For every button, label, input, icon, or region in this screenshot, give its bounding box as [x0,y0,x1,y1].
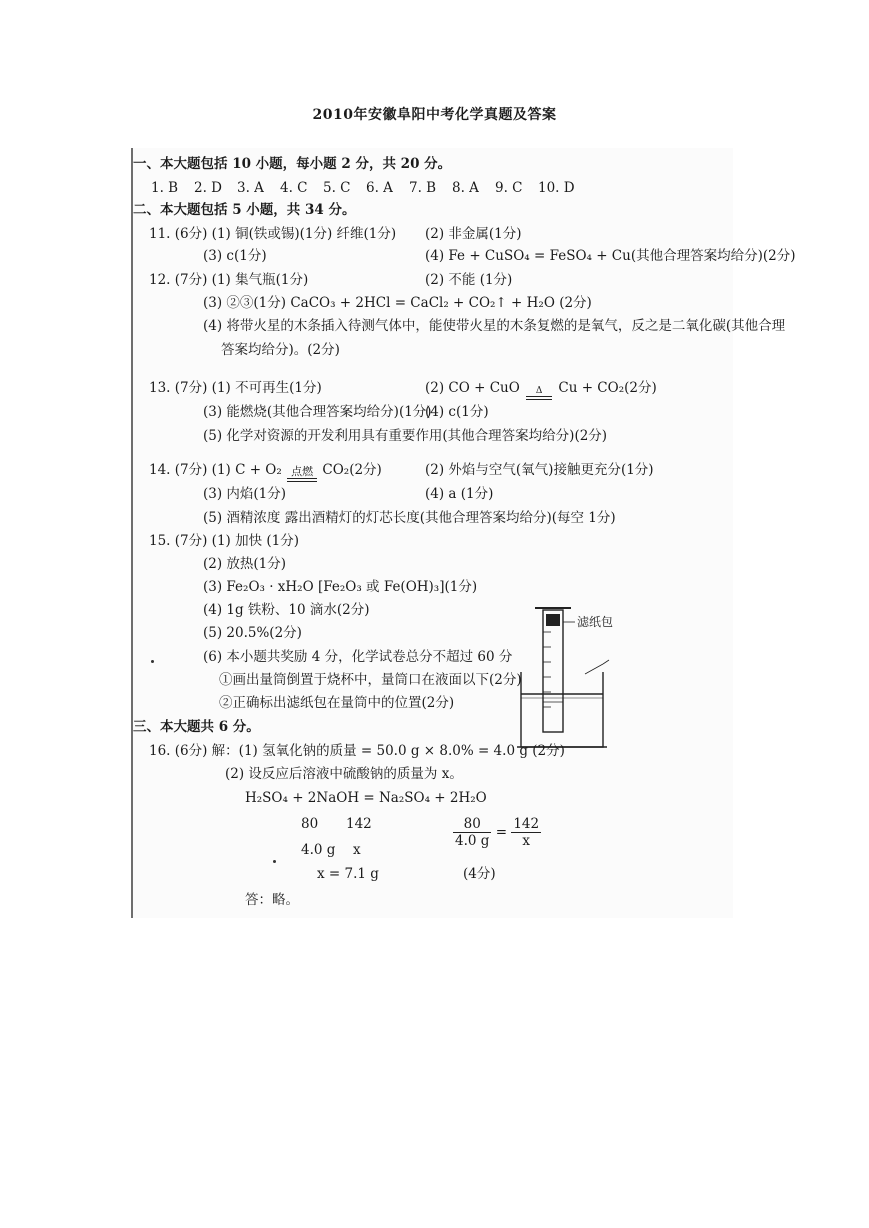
q14-part2: (2) 外焰与空气(氧气)接触更充分(1分) [425,462,654,478]
mcq-answer: 3. A [237,180,264,196]
q11-line1: 11. (6分) (1) 铜(铁或锡)(1分) 纤维(1分) [149,226,397,242]
q13-eq-right: Cu + CO₂(2分) [558,380,657,396]
q16-proportion [453,816,541,849]
q12-part4-cont: 答案均给分)。(2分) [221,342,340,358]
mcq-answer: 8. A [452,180,479,196]
q11-part2: (2) 非金属(1分) [425,226,522,242]
mcq-answer: 5. C [323,180,351,196]
q16-line1: 16. (6分) 解：(1) 氢氧化钠的质量 = 50.0 g × 8.0% = 4.0 g (2分) [149,743,565,759]
equals-sign [287,478,317,482]
document-title: 2010年安徽阜阳中考化学真题及答案 [312,107,557,123]
q16-molar-mass-na2so4: 142 [346,816,372,832]
q15-part6-item2: ②正确标出滤纸包在量筒中的位置(2分) [219,695,455,711]
q13-eq-left: (2) CO + CuO [425,380,520,396]
mcq-answer: 1. B [151,180,179,196]
q14-part5: (5) 酒精浓度 露出酒精灯的灯芯长度(其他合理答案均给分)(每空 1分) [203,510,616,526]
equals-sign [526,396,552,400]
q13-line1: 13. (7分) (1) 不可再生(1分) [149,380,322,396]
heat-condition [526,386,552,400]
mcq-answers [151,176,581,200]
mcq-answer: 9. C [495,180,523,196]
q13-part5: (5) 化学对资源的开发利用具有重要作用(其他合理答案均给分)(2分) [203,428,608,444]
ignition-label: 点燃 [291,465,314,478]
section2-heading: 二、本大题包括 5 小题，共 34 分。 [133,202,356,218]
frac-numerator: 80 [453,816,491,833]
filter-paper-packet [546,614,560,626]
q12-part2: (2) 不能 (1分) [425,272,513,288]
q13-part3: (3) 能燃烧(其他合理答案均给分)(1分) [203,404,432,420]
q15-part3: (3) Fe₂O₃ · xH₂O [Fe₂O₃ 或 Fe(OH)₃](1分) [203,579,478,595]
q15-part6: (6) 本小题共奖励 4 分，化学试卷总分不超过 60 分 [203,649,513,665]
mcq-answer: 6. A [366,180,393,196]
mcq-answer: 2. D [194,180,222,196]
frac-numerator: 142 [513,816,540,832]
proportion-equals: = [495,824,508,841]
mcq-answer: 7. B [409,180,437,196]
ignition-condition [287,466,317,482]
section1-heading: 一、本大题包括 10 小题，每小题 2 分，共 20 分。 [133,156,452,172]
mcq-answer: 10. D [538,180,575,196]
q14-eq-left: 14. (7分) (1) C + O₂ [149,462,282,478]
q15-part2: (2) 放热(1分) [203,556,287,572]
q12-line1: 12. (7分) (1) 集气瓶(1分) [149,272,309,288]
q11-part3: (3) c(1分) [203,248,267,264]
scan-speck [273,860,276,863]
beaker-outline [521,672,603,747]
figure-label: 滤纸包 [577,615,614,629]
q16-unknown-x: x [353,842,361,858]
q14-line1 [149,458,382,482]
section3-heading: 三、本大题共 6 分。 [133,719,260,735]
frac-denominator: x [522,833,531,849]
q15-part5: (5) 20.5%(2分) [203,625,302,641]
proportion-left [453,816,491,849]
heat-symbol: Δ [535,386,543,396]
cylinder-beaker-diagram [513,602,633,752]
q16-part2: (2) 设反应后溶液中硫酸钠的质量为 x。 [225,766,463,782]
q14-eq-right: CO₂(2分) [322,462,382,478]
q13-part2 [425,376,657,400]
q15-line1: 15. (7分) (1) 加快 (1分) [149,533,300,549]
q12-part4: (4) 将带火星的木条插入待测气体中，能使带火星的木条复燃的是氧气，反之是二氧化碳(其他合理 [203,318,786,334]
q16-result: x = 7.1 g [317,866,379,882]
answer-scan [131,148,796,918]
q13-part4: (4) c(1分) [425,404,489,420]
frac-denominator: 4.0 g [455,833,490,849]
q16-molar-mass-naoh: 80 [301,816,319,832]
q14-part3: (3) 内焰(1分) [203,486,287,502]
q16-answer: 答：略。 [245,892,299,908]
scan-speck [151,660,154,663]
q16-score: (4分) [463,866,496,882]
q16-equation: H₂SO₄ + 2NaOH = Na₂SO₄ + 2H₂O [245,790,487,806]
graduated-cylinder [543,610,563,732]
q15-part4: (4) 1g 铁粉、10 滴水(2分) [203,602,370,618]
q14-part4: (4) a (1分) [425,486,494,502]
q11-part4: (4) Fe + CuSO₄ = FeSO₄ + Cu(其他合理答案均给分)(2分) [425,248,796,264]
q12-part3: (3) ②③(1分) CaCO₃ + 2HCl = CaCl₂ + CO₂↑ + H₂O (2分) [203,295,592,311]
mcq-answer: 4. C [280,180,308,196]
q15-part6-item1: ①画出量筒倒置于烧杯中，量筒口在液面以下(2分) [219,672,522,688]
q16-mass-naoh: 4.0 g [301,842,336,858]
proportion-right [511,816,541,849]
